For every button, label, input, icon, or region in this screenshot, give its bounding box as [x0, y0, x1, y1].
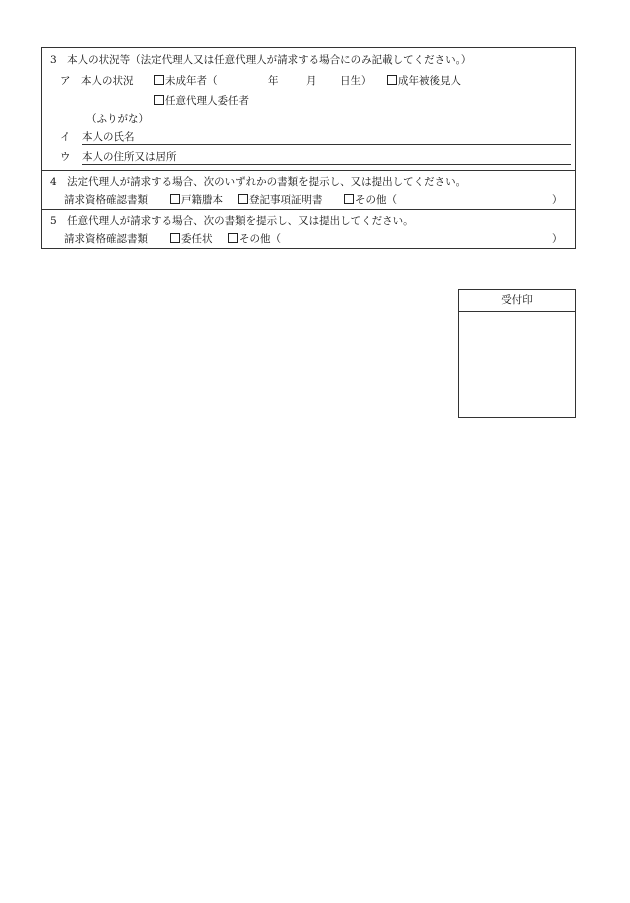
- minor-option[interactable]: [154, 74, 218, 88]
- proxy-principal-option[interactable]: [154, 94, 249, 108]
- section-4-other-label: その他（: [355, 194, 397, 206]
- month-label: 月: [306, 75, 317, 87]
- principal-address-field[interactable]: [82, 164, 571, 165]
- principal-address-label: 本人の住所又は居所: [82, 151, 177, 163]
- section-3-principal-status: [42, 48, 575, 170]
- birth-label: 日生）: [340, 75, 372, 87]
- registry-checkbox[interactable]: [238, 194, 248, 204]
- section-4-other-checkbox[interactable]: [344, 194, 354, 204]
- section-5-other-label: その他（: [239, 233, 281, 245]
- reception-stamp-title: 受付印: [459, 290, 575, 312]
- principal-name-field[interactable]: [82, 144, 571, 145]
- koseki-checkbox[interactable]: [170, 194, 180, 204]
- minor-checkbox[interactable]: [154, 75, 164, 85]
- koseki-option[interactable]: [170, 193, 223, 207]
- section-5-voluntary-representative: [42, 209, 575, 248]
- section-4-other-option[interactable]: [344, 193, 397, 207]
- proxy-principal-checkbox[interactable]: [154, 95, 164, 105]
- power-of-attorney-option[interactable]: [170, 232, 213, 246]
- adult-guardian-checkbox[interactable]: [387, 75, 397, 85]
- section-5-other-checkbox[interactable]: [228, 233, 238, 243]
- section-5-docs-label: 請求資格確認書類: [64, 233, 148, 245]
- section-5-other-option[interactable]: [228, 232, 281, 246]
- power-of-attorney-label: 委任状: [181, 233, 213, 245]
- principal-status-label: ア 本人の状況: [60, 75, 134, 87]
- principal-name-label: 本人の氏名: [82, 131, 135, 143]
- section-3-title: 3 本人の状況等（法定代理人又は任意代理人が請求する場合にのみ記載してください。）: [50, 54, 472, 66]
- adult-guardian-label: 成年被後見人: [398, 75, 461, 87]
- section-5-title: 5 任意代理人が請求する場合、次の書類を提示し、又は提出してください。: [50, 215, 414, 227]
- section-4-title: 4 法定代理人が請求する場合、次のいずれかの書類を提示し、又は提出してください。: [50, 176, 467, 188]
- power-of-attorney-checkbox[interactable]: [170, 233, 180, 243]
- reception-stamp-box: [458, 289, 576, 418]
- request-form-table: [41, 47, 576, 249]
- registry-option[interactable]: [238, 193, 323, 207]
- registry-label: 登記事項証明書: [249, 194, 323, 206]
- furigana-label: （ふりがな）: [86, 113, 149, 125]
- address-prefix: ウ: [60, 151, 71, 163]
- section-4-legal-representative: [42, 170, 575, 209]
- koseki-label: 戸籍謄本: [181, 194, 223, 206]
- minor-label: 未成年者（: [165, 75, 218, 87]
- year-label: 年: [268, 75, 279, 87]
- proxy-principal-label: 任意代理人委任者: [165, 95, 249, 107]
- adult-guardian-option[interactable]: [387, 74, 461, 88]
- name-prefix: イ: [60, 131, 71, 143]
- section-4-close-paren: ）: [552, 194, 563, 206]
- section-4-docs-label: 請求資格確認書類: [64, 194, 148, 206]
- section-5-close-paren: ）: [552, 233, 563, 245]
